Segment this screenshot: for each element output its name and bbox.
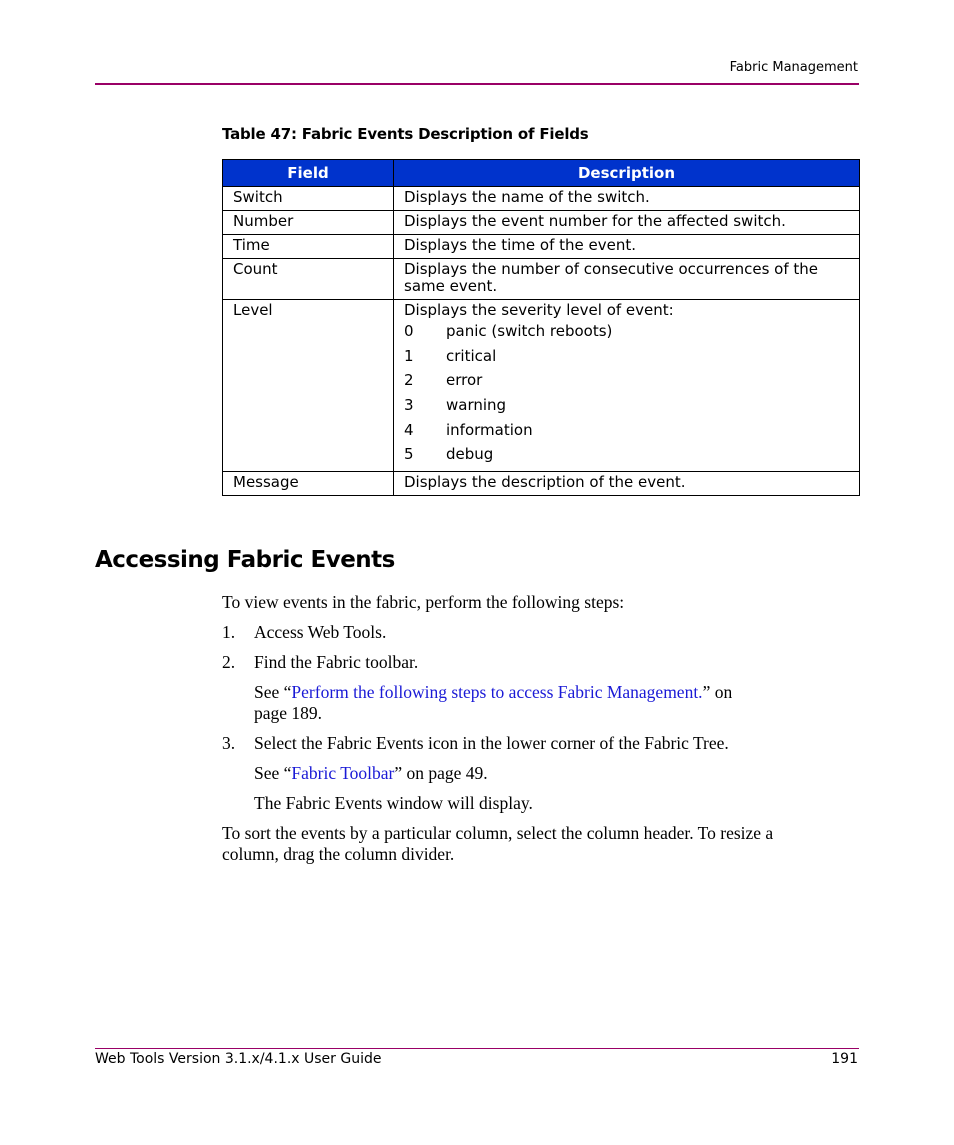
level-item bbox=[404, 368, 849, 393]
see-prefix: See “ bbox=[254, 763, 292, 783]
column-header-field: Field bbox=[223, 160, 394, 187]
see-prefix: See “ bbox=[254, 682, 292, 702]
sort-note-line: To sort the events by a particular column, select the column header. To resize a bbox=[222, 823, 774, 843]
description-cell: Displays the name of the switch. bbox=[394, 187, 860, 211]
window-note: The Fabric Events window will display. bbox=[254, 793, 533, 813]
see-reference bbox=[254, 682, 732, 703]
level-number: 4 bbox=[404, 420, 414, 439]
table-row bbox=[223, 235, 860, 259]
page-number: 191 bbox=[831, 1051, 858, 1067]
table-row bbox=[223, 211, 860, 235]
field-cell: Message bbox=[223, 472, 394, 496]
table-row bbox=[223, 259, 860, 300]
description-cell: Displays the description of the event. bbox=[394, 472, 860, 496]
intro-paragraph: To view events in the fabric, perform the following steps: bbox=[222, 592, 625, 612]
table-caption: Table 47: Fabric Events Description of Fields bbox=[222, 125, 589, 143]
field-cell: Level bbox=[223, 300, 394, 472]
fabric-management-link[interactable]: Perform the following steps to access Fabric Management. bbox=[291, 682, 703, 702]
fabric-toolbar-link[interactable]: Fabric Toolbar bbox=[291, 763, 395, 783]
description-cell: Displays the number of consecutive occurrences of the same event. bbox=[394, 259, 860, 300]
level-number: 0 bbox=[404, 321, 414, 340]
table-row bbox=[223, 300, 860, 472]
level-number: 1 bbox=[404, 346, 414, 365]
footer-guide-title: Web Tools Version 3.1.x/4.1.x User Guide bbox=[95, 1051, 382, 1067]
description-cell bbox=[394, 300, 860, 472]
column-header-description: Description bbox=[394, 160, 860, 187]
header-rule bbox=[95, 83, 859, 85]
step-number: 3. bbox=[222, 733, 236, 753]
table-row bbox=[223, 187, 860, 211]
level-label: panic (switch reboots) bbox=[446, 321, 613, 340]
level-item bbox=[404, 319, 849, 344]
step-text: Find the Fabric toolbar. bbox=[254, 652, 419, 672]
step-number: 1. bbox=[222, 622, 236, 642]
level-number: 2 bbox=[404, 371, 414, 390]
see-reference-page: page 189. bbox=[254, 703, 323, 723]
level-number: 5 bbox=[404, 445, 414, 464]
section-heading: Accessing Fabric Events bbox=[95, 547, 395, 573]
see-reference bbox=[254, 763, 488, 784]
table-header-row bbox=[223, 160, 860, 187]
level-label: debug bbox=[446, 445, 494, 464]
step-text: Access Web Tools. bbox=[254, 622, 387, 642]
level-number: 3 bbox=[404, 395, 414, 414]
level-item bbox=[404, 344, 849, 369]
field-cell: Number bbox=[223, 211, 394, 235]
level-label: critical bbox=[446, 346, 497, 365]
level-label: warning bbox=[446, 395, 507, 414]
footer-rule bbox=[95, 1048, 859, 1049]
step-number: 2. bbox=[222, 652, 236, 672]
description-cell: Displays the time of the event. bbox=[394, 235, 860, 259]
see-suffix: ” on bbox=[702, 682, 733, 702]
level-label: error bbox=[446, 371, 483, 390]
field-cell: Switch bbox=[223, 187, 394, 211]
see-suffix: ” on page 49. bbox=[394, 763, 488, 783]
level-intro: Displays the severity level of event: bbox=[404, 301, 674, 319]
level-item bbox=[404, 393, 849, 418]
level-item bbox=[404, 442, 849, 467]
level-label: information bbox=[446, 420, 533, 439]
step-text: Select the Fabric Events icon in the lower corner of the Fabric Tree. bbox=[254, 733, 729, 753]
running-header: Fabric Management bbox=[729, 60, 858, 75]
level-item bbox=[404, 418, 849, 443]
description-cell: Displays the event number for the affected switch. bbox=[394, 211, 860, 235]
field-cell: Count bbox=[223, 259, 394, 300]
fabric-events-table bbox=[222, 159, 860, 496]
sort-note-line: column, drag the column divider. bbox=[222, 844, 455, 864]
table-row bbox=[223, 472, 860, 496]
field-cell: Time bbox=[223, 235, 394, 259]
